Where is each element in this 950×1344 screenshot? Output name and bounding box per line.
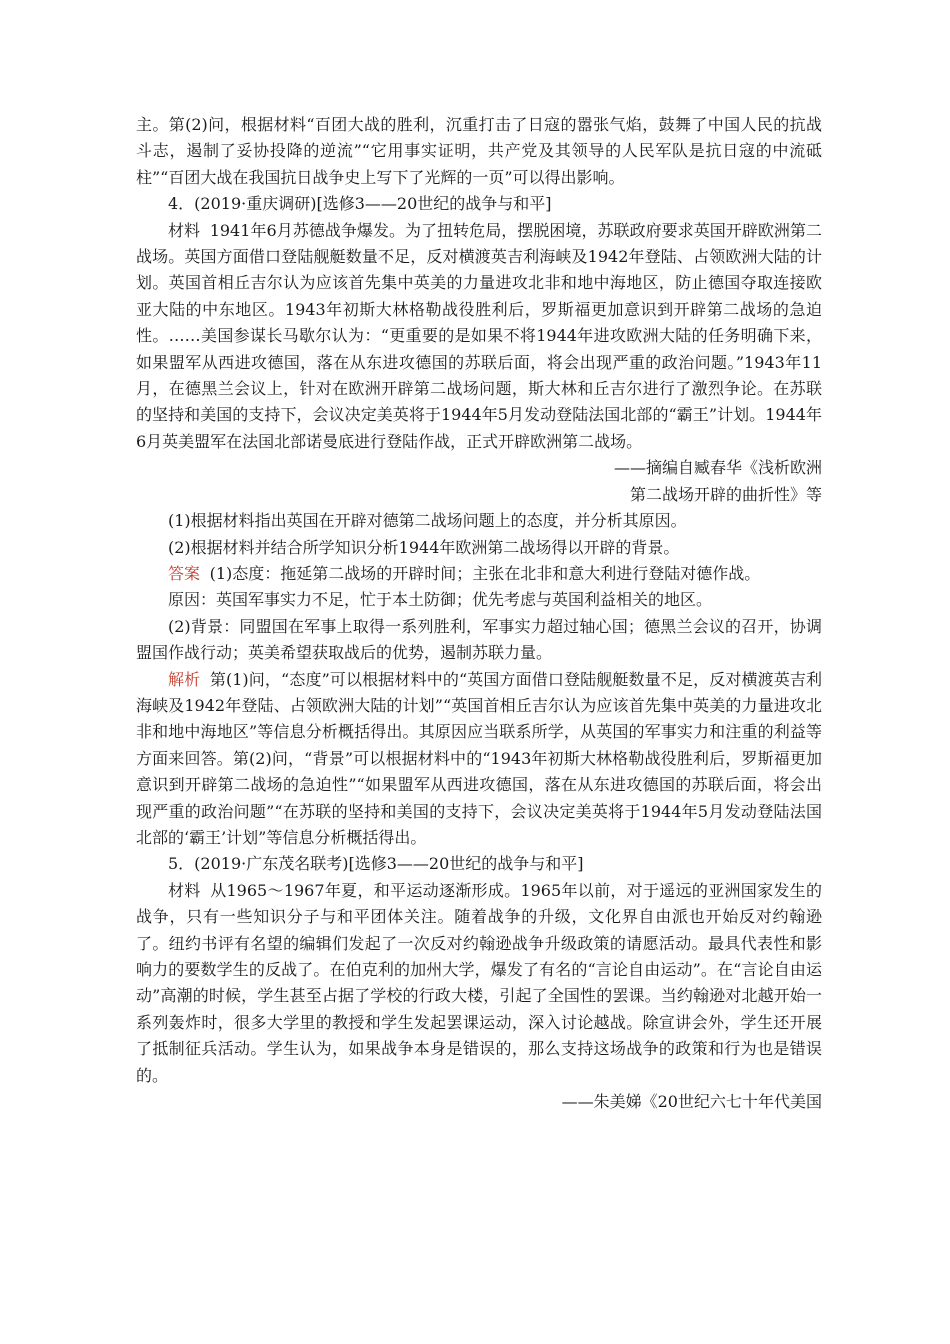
answer-label: 答案 <box>168 563 201 583</box>
q4-source-line-2: 第二战场开辟的曲折性》等 <box>629 484 822 504</box>
q4-answer-1b: 原因：英国军事实力不足，忙于本土防御；优先考虑与英国利益相关的地区。 <box>168 590 713 610</box>
q5-material-label: 材料 <box>168 880 201 900</box>
q4-answer-2: (2)背景：同盟国在军事上取得一系列胜利，军事实力超过轴心国；德黑兰会议的召开，协调盟国作战行动；英美希望获取战后的优势，遏制苏联力量。 <box>136 616 822 663</box>
q5-header: 5．(2019·广东茂名联考)[选修3——20世纪的战争与和平] <box>168 854 584 874</box>
q5-material-text: 从1965～1967年夏，和平运动逐渐形成。1965年以前，对于遥远的亚洲国家发生的战争，只有一些知识分子与和平团体关注。随着战争的升级，文化界自由派也开始反对约翰逊了。纽约书评有名望的编辑们发起了一次反对约翰逊战争升级政策的请愿活动。最具代表性和影响力的要数学生的反战了。在伯克利的加州大学，爆发了有名的“言论自由运动”。在“言论自由运动”高潮的时候，学生甚至占据了学校的行政大楼，引起了全国性的罢课。当约翰逊对北越开始一系列轰炸时，很多大学里的教授和学生发起罢课运动，深入讨论越战。除宣讲会外，学生还开展了抵制征兵活动。学生认为，如果战争本身是错误的，那么支持这场战争的政策和行为也是错误的。 <box>136 880 822 1085</box>
q4-answer-1-text: (1)态度：拖延第二战场的开辟时间；主张在北非和意大利进行登陆对德作战。 <box>209 563 761 583</box>
q4-question-1: (1)根据材料指出英国在开辟对德第二战场问题上的态度，并分析其原因。 <box>168 511 687 531</box>
carryover-paragraph: 主。第(2)问，根据材料“百团大战的胜利，沉重打击了日寇的嚣张气焰，鼓舞了中国人民的抗战斗志，遏制了妥协投降的逆流”“它用事实证明，共产党及其领导的人民军队是抗日寇的中流砥柱”“百团大战在我国抗日战争史上写下了光辉的一页”可以得出影响。 <box>136 115 822 187</box>
document-page <box>136 112 822 1115</box>
q4-material-text: 1941年6月苏德战争爆发。为了扭转危局，摆脱困境，苏联政府要求英国开辟欧洲第二战场。英国方面借口登陆舰艇数量不足，反对横渡英吉利海峡及1942年登陆、占领欧洲大陆的计划。英国首相丘吉尔认为应该首先集中英美的力量进攻北非和地中海地区，防止德国夺取连接欧亚大陆的中东地区。1943年初斯大林格勒战役胜利后，罗斯福更加意识到开辟第二战场的急迫性。……美国参谋长马歇尔认为：“更重要的是如果不将1944年进攻欧洲大陆的任务明确下来，如果盟军从西进攻德国，落在从东进攻德国的苏联后面，将会出现严重的政治问题。”1943年11月，在德黑兰会议上，针对在欧洲开辟第二战场问题，斯大林和丘吉尔进行了激烈争论。在苏联的坚持和美国的支持下，会议决定美英将于1944年5月发动登陆法国北部的“霸王”计划。1944年6月英美盟军在法国北部诺曼底进行登陆作战，正式开辟欧洲第二战场。 <box>136 220 822 451</box>
q4-answer-1 <box>136 561 822 587</box>
q4-material <box>136 218 822 456</box>
q4-analysis <box>136 667 822 852</box>
q5-material <box>136 878 822 1089</box>
q4-analysis-text: 第(1)问，“态度”可以根据材料中的“英国方面借口登陆舰艇数量不足，反对横渡英吉利海峡及1942年登陆、占领欧洲大陆的计划”“英国首相丘吉尔认为应该首先集中英美的力量进攻北非和地中海地区”等信息分析概括得出。其原因应当联系所学，从英国的军事实力和注重的利益等方面来回答。第(2)问，“背景”可以根据材料中的“1943年初斯大林格勒战役胜利后，罗斯福更加意识到开辟第二战场的急迫性”“如果盟军从西进攻德国，落在从东进攻德国的苏联后面，将会出现严重的政治问题”“在苏联的坚持和美国的支持下，会议决定美英将于1944年5月发动登陆法国北部的‘霸王’计划”等信息分析概括得出。 <box>136 669 822 847</box>
analysis-label: 解析 <box>168 669 201 689</box>
q5-source-line-1: ——朱美娣《20世纪六七十年代美国 <box>561 1092 822 1112</box>
q4-header: 4．(2019·重庆调研)[选修3——20世纪的战争与和平] <box>168 194 552 214</box>
q4-source-line-1: ——摘编自臧春华《浅析欧洲 <box>613 458 822 478</box>
q4-question-2: (2)根据材料并结合所学知识分析1944年欧洲第二战场得以开辟的背景。 <box>168 537 680 557</box>
q4-material-label: 材料 <box>168 220 201 240</box>
